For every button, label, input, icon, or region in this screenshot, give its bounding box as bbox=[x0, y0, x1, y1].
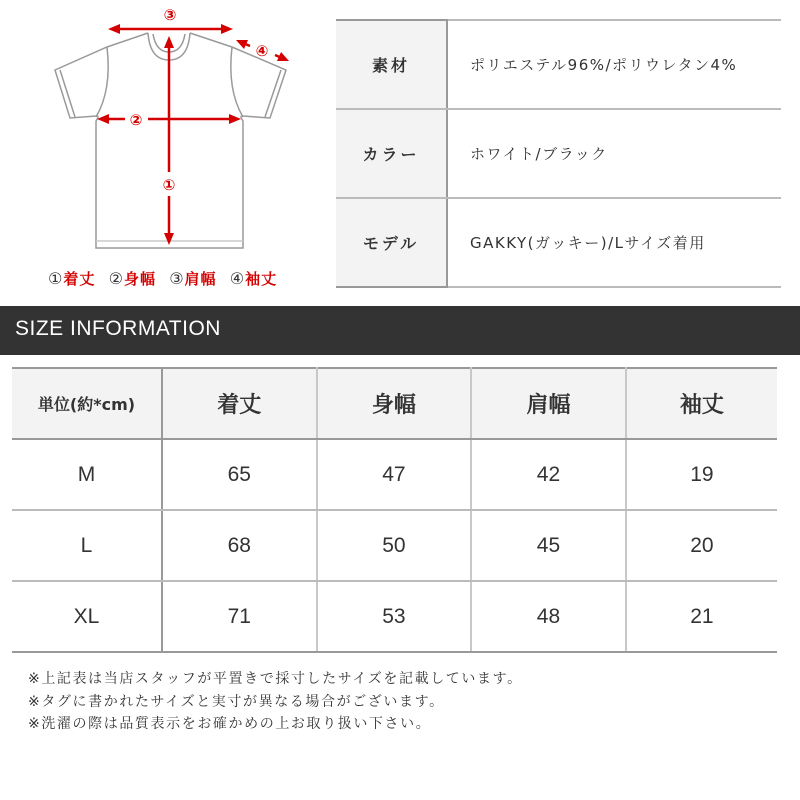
cell-length: 71 bbox=[162, 581, 317, 652]
spec-row-model bbox=[336, 198, 781, 287]
size-notes bbox=[28, 668, 523, 736]
spec-value: ホワイト/ブラック bbox=[447, 109, 781, 198]
spec-label: 素材 bbox=[336, 20, 447, 109]
cell-length: 68 bbox=[162, 510, 317, 581]
legend-item-body-width: ②身幅 bbox=[108, 269, 156, 288]
header-body-width: 身幅 bbox=[317, 368, 472, 439]
marker-body-width: ② bbox=[129, 111, 143, 129]
spec-value: GAKKY(ガッキー)/Lサイズ着用 bbox=[447, 198, 781, 287]
cell-sleeve: 21 bbox=[626, 581, 777, 652]
cell-sleeve: 20 bbox=[626, 510, 777, 581]
cell-body-width: 50 bbox=[317, 510, 472, 581]
size-label: XL bbox=[12, 581, 162, 652]
measurement-legend bbox=[48, 268, 284, 289]
measurement-diagram bbox=[0, 0, 330, 300]
spec-value: ポリエステル96%/ポリウレタン4% bbox=[447, 20, 781, 109]
cell-shoulder: 42 bbox=[471, 439, 626, 510]
cell-sleeve: 19 bbox=[626, 439, 777, 510]
spec-row-color bbox=[336, 109, 781, 198]
table-row bbox=[12, 510, 777, 581]
note-line: ※タグに書かれたサイズと実寸が異なる場合がございます。 bbox=[28, 693, 445, 710]
cell-shoulder: 48 bbox=[471, 581, 626, 652]
size-label: L bbox=[12, 510, 162, 581]
tshirt-illustration bbox=[0, 0, 330, 300]
marker-shoulder: ③ bbox=[163, 6, 177, 24]
spec-row-material bbox=[336, 20, 781, 109]
header-length: 着丈 bbox=[162, 368, 317, 439]
size-information-banner bbox=[0, 306, 800, 355]
legend-item-length: ①着丈 bbox=[48, 269, 96, 288]
spec-label: モデル bbox=[336, 198, 447, 287]
cell-body-width: 53 bbox=[317, 581, 472, 652]
note-line: ※上記表は当店スタッフが平置きで採寸したサイズを記載しています。 bbox=[28, 671, 523, 687]
cell-shoulder: 45 bbox=[471, 510, 626, 581]
marker-length: ① bbox=[162, 176, 176, 194]
header-unit: 単位(約*cm) bbox=[12, 368, 162, 439]
cell-length: 65 bbox=[162, 439, 317, 510]
spec-label: カラー bbox=[336, 109, 447, 198]
size-table bbox=[12, 367, 777, 653]
table-row bbox=[12, 581, 777, 652]
note-line: ※洗濯の際は品質表示をお確かめの上お取り扱い下さい。 bbox=[28, 716, 432, 732]
header-sleeve: 袖丈 bbox=[626, 368, 777, 439]
table-row bbox=[12, 439, 777, 510]
marker-sleeve: ④ bbox=[255, 42, 269, 60]
size-table-header bbox=[12, 368, 777, 439]
size-label: M bbox=[12, 439, 162, 510]
cell-body-width: 47 bbox=[317, 439, 472, 510]
legend-item-sleeve: ④袖丈 bbox=[229, 269, 278, 288]
section-title: SIZE INFORMATION bbox=[15, 317, 221, 340]
product-spec-table bbox=[336, 19, 781, 288]
legend-item-shoulder: ③肩幅 bbox=[169, 269, 217, 288]
header-shoulder: 肩幅 bbox=[471, 368, 626, 439]
